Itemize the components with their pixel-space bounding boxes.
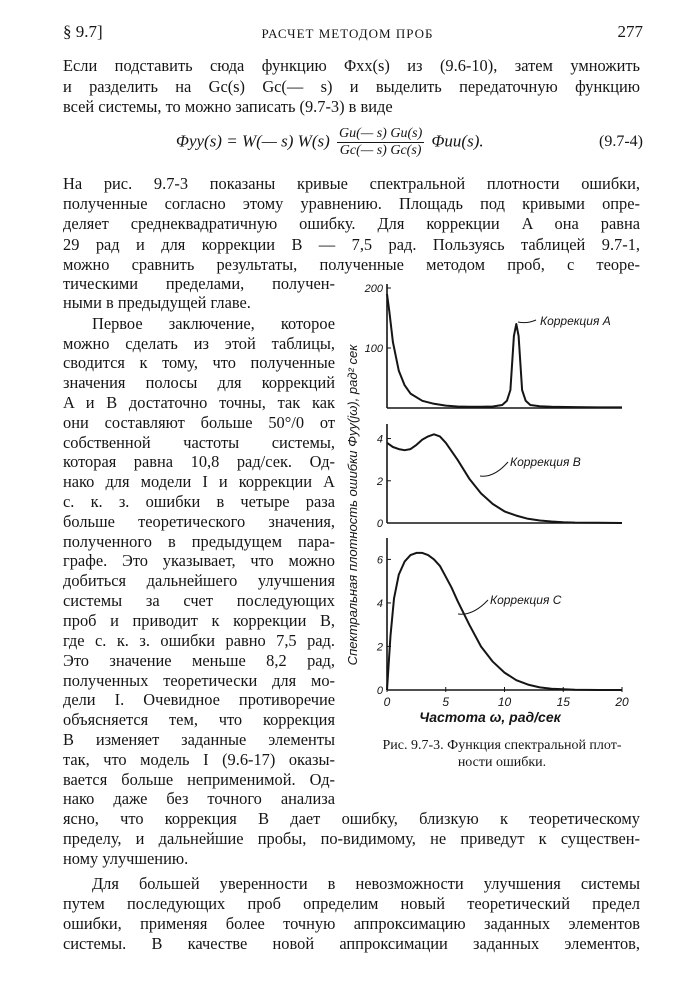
equation-9-7-4 [0, 118, 695, 168]
text-line: собственной частоты системы, [63, 433, 335, 452]
figure-caption-line: Рис. 9.7-3. Функция спектральной плот- [382, 738, 622, 753]
y-tick-label: 0 [376, 685, 383, 697]
text-line: добиться дальнейшего улучшения [63, 571, 335, 590]
equation-body [176, 126, 484, 159]
text-line: больше теоретического значения, [63, 512, 335, 531]
y-tick-label: 0 [376, 518, 383, 530]
page-number: 277 [617, 22, 643, 41]
text-line: системы за счет последующих [63, 591, 335, 610]
y-tick-label: 4 [376, 433, 383, 446]
text-line: полученных теоретически для мо- [63, 671, 335, 690]
series-line-3 [387, 553, 622, 690]
text-line: можно сравнить результаты, полученные методом проб, с теоре- [63, 255, 640, 274]
series-line-2 [387, 434, 622, 523]
text-line: системы. В качестве новой аппроксимации заданных элементов, [63, 934, 640, 953]
text-line: Первое заключение, которое [92, 314, 335, 333]
x-tick-label: 15 [556, 695, 570, 709]
text-line: пределу, и дальнейшие пробы, по-видимому, не приведут к существен- [63, 829, 640, 848]
text-line: они составляют больше 50°/0 от [63, 413, 335, 432]
text-line: Для большей уверенности в невозможности улучшения системы [92, 874, 640, 893]
x-tick-label: 0 [383, 695, 391, 709]
text-line: можно сделать из этой таблицы, [63, 334, 335, 353]
text-line: сводится к тому, что полученные [63, 353, 335, 372]
text-line: объясняется тем, что коррекция [63, 710, 335, 729]
text-line: тическими пределами, получен- [63, 274, 335, 293]
y-tick-label: 4 [376, 597, 383, 610]
series-leader-line [518, 320, 536, 323]
text-line: Если подставить сюда функцию Φxx(s) из (9.6-10), затем умножить [63, 56, 640, 75]
text-line: ошибки, применяя более точную аппроксимацию заданных элементов [63, 914, 640, 933]
text-line: где с. к. з. ошибки равно 7,5 рад. [63, 631, 335, 650]
equation-number: (9.7-4) [599, 133, 643, 150]
text-line: которая равна 10,8 рад/сек. Од- [63, 452, 335, 471]
y-tick-label: 2 [376, 475, 383, 488]
text-line: вается больше неприменимой. Од- [63, 770, 335, 789]
figure-caption-line: ности ошибки. [457, 755, 547, 770]
text-line: нако даже без точного анализа [63, 789, 335, 808]
text-line: ному улучшению. [63, 849, 189, 868]
chart-panel-3 [376, 538, 622, 697]
equation-numerator: Gu(— s) Gu(s) [339, 126, 423, 141]
text-line: и разделить на Gc(s) Gc(— s) и выделить передаточную функцию [63, 77, 640, 96]
text-line: всей системы, то можно записать (9.7-3) в виде [63, 97, 393, 116]
text-line: A и B достаточно точны, так как [63, 393, 335, 412]
x-axis-title: Частота ω, рад/сек [419, 709, 561, 725]
text-line: дели I. Очевидное противоречие [63, 690, 335, 709]
text-line: так, что модель I (9.6-17) оказы- [63, 750, 335, 769]
x-tick-label: 5 [442, 695, 450, 709]
text-line: Это значение меньше 8,2 рад, [63, 651, 335, 670]
text-line: B изменяет заданные элементы [63, 730, 335, 749]
series-line-1 [387, 294, 622, 407]
running-title: РАСЧЕТ МЕТОДОМ ПРОБ [261, 26, 434, 41]
text-line: полученного в предыдущем пара- [63, 532, 335, 551]
x-tick-label: 20 [615, 695, 629, 709]
text-line: деляет среднеквадратичную ошибку. Для коррекции A она равна [63, 214, 640, 233]
text-line: путем последующих проб определим новый теоретический предел [63, 894, 640, 913]
text-line: ными в предыдущей главе. [63, 293, 251, 312]
equation-lhs: Φyy(s) = W(— s) W(s) [176, 131, 330, 151]
y-tick-label: 6 [376, 554, 383, 567]
text-line: с. к. з. ошибки в четыре раза [63, 492, 335, 511]
y-tick-label: 100 [364, 343, 383, 355]
equation-denominator: Gc(— s) Gc(s) [339, 143, 422, 158]
x-tick-label: 10 [497, 695, 512, 709]
series-label: Коррекция A [540, 314, 611, 328]
series-label: Коррекция B [510, 455, 581, 469]
text-line: полученные согласно этому уравнению. Площадь под кривыми опре- [63, 194, 640, 213]
y-axis-title [345, 344, 360, 666]
text-line: проб и приводит к коррекции B, [63, 611, 335, 630]
y-axis-title-text: Спектральная плотность ошибки Φyy(jω), рад² сек [345, 344, 360, 666]
series-leader-line [480, 462, 508, 476]
chart-panel-1 [364, 283, 622, 408]
series-label: Коррекция C [490, 593, 562, 607]
equation-fraction [337, 126, 424, 159]
text-line: графе. Это указывает, что можно [63, 551, 335, 570]
text-line: На рис. 9.7-3 показаны кривые спектральной плотности ошибки, [63, 174, 640, 193]
y-tick-label: 200 [364, 283, 383, 295]
text-line: значения полосы для коррекций [63, 373, 335, 392]
equation-rhs: Φuu(s). [431, 131, 484, 151]
chart-panel-2 [376, 424, 622, 530]
section-number: § 9.7] [63, 22, 103, 41]
y-tick-label: 2 [376, 641, 383, 654]
text-line: ясно, что коррекция B дает ошибку, близкую к теоретическому [63, 809, 640, 828]
spectral-density-figure [340, 280, 660, 735]
text-line: нако для модели I и коррекции A [63, 472, 335, 491]
text-line: 29 рад и для коррекции B — 7,5 рад. Пользуясь таблицей 9.7-1, [63, 235, 640, 254]
